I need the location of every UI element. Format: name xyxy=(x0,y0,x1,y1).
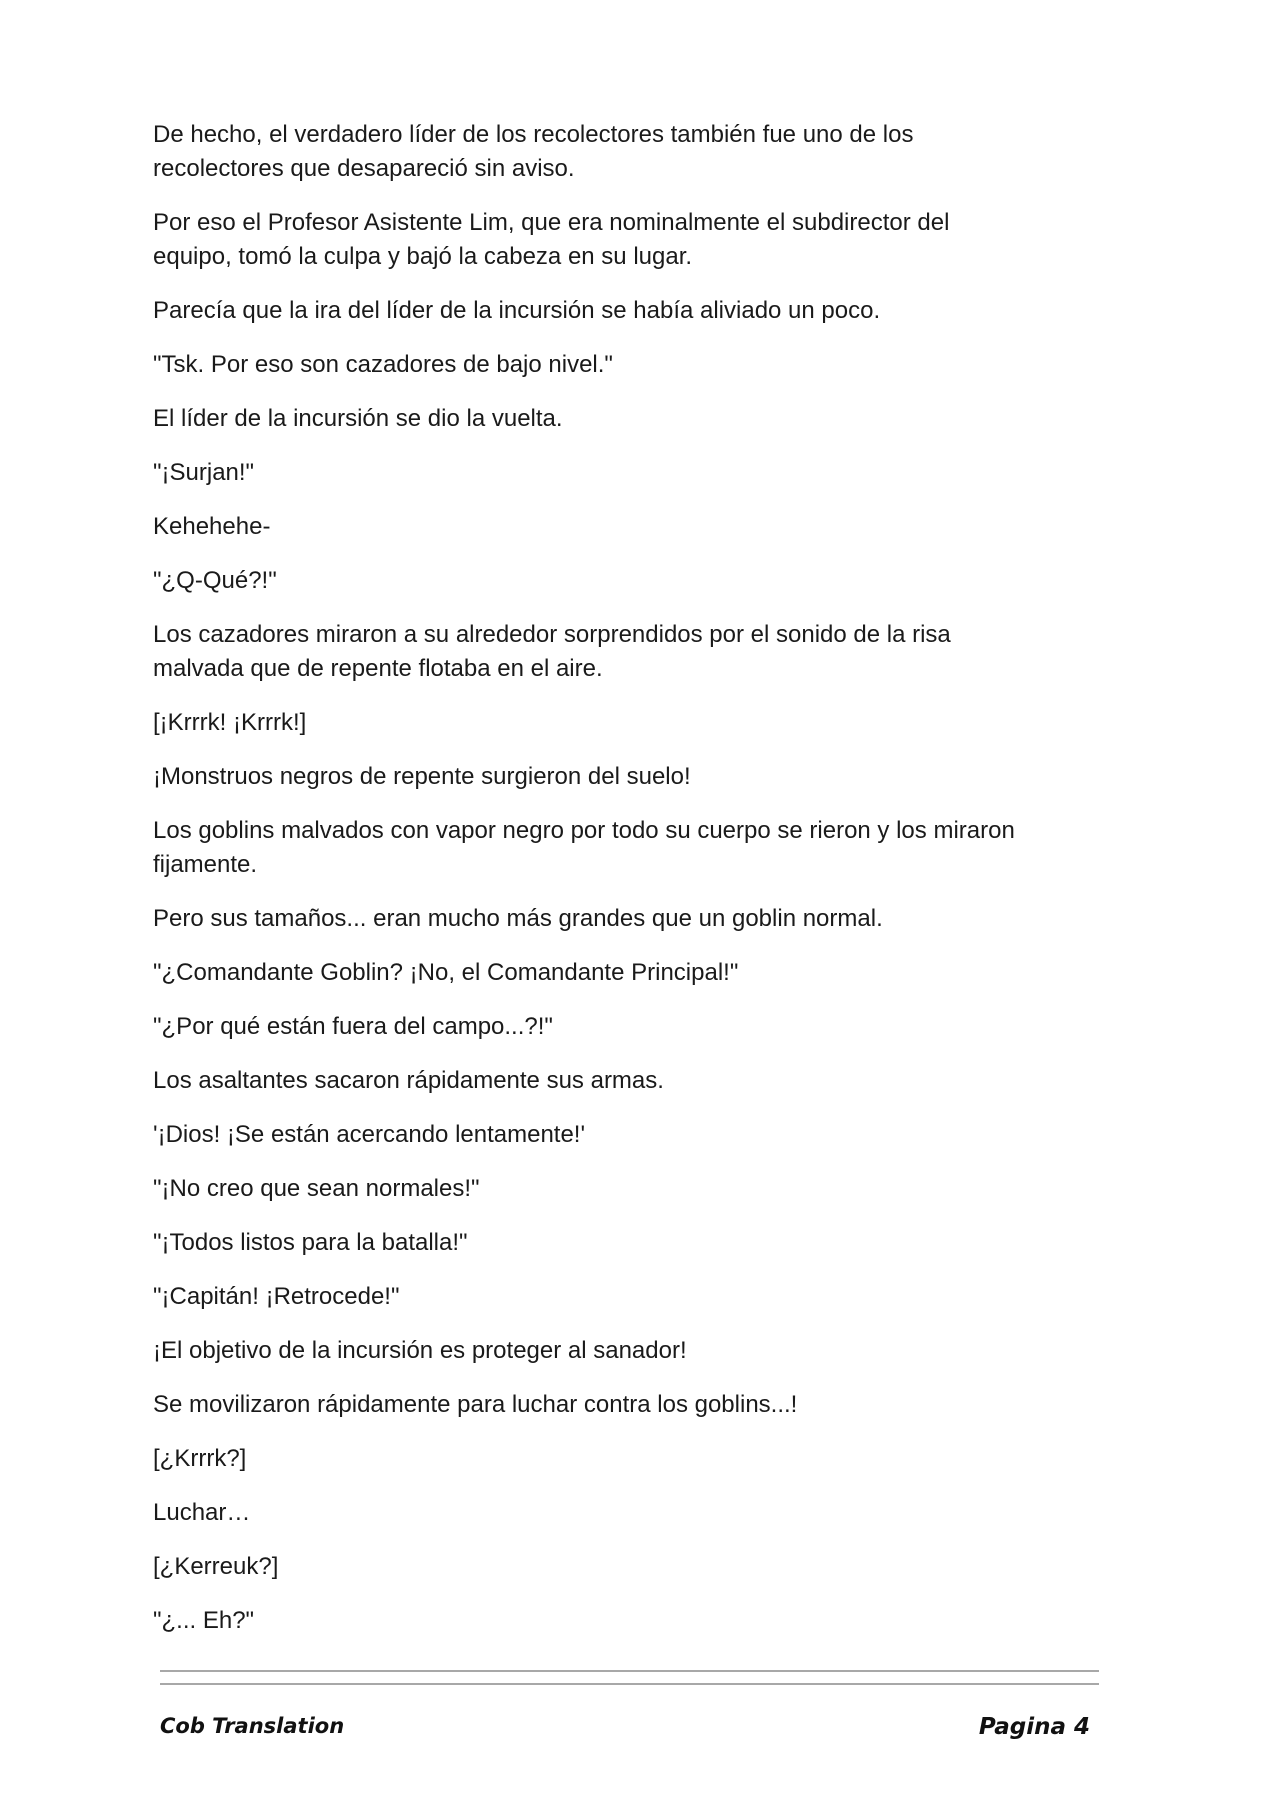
paragraph: "¡Capitán! ¡Retrocede!" xyxy=(153,1283,400,1310)
footer-rule-top xyxy=(160,1670,1099,1672)
paragraph: "¿Comandante Goblin? ¡No, el Comandante Principal!" xyxy=(153,959,739,986)
paragraph: Por eso el Profesor Asistente Lim, que era nominalmente el subdirector del equipo, tomó la culpa y bajó la cabeza en su lugar. xyxy=(153,209,950,270)
footer-rule-bottom xyxy=(160,1683,1099,1685)
paragraph: Los goblins malvados con vapor negro por todo su cuerpo se rieron y los miraron fijamente. xyxy=(153,817,1015,878)
paragraph: [¿Kerreuk?] xyxy=(153,1553,279,1580)
paragraph: Pero sus tamaños... eran mucho más grandes que un goblin normal. xyxy=(153,905,883,932)
paragraph: Los asaltantes sacaron rápidamente sus armas. xyxy=(153,1067,664,1094)
paragraph: Luchar… xyxy=(153,1499,251,1526)
paragraph: '¡Dios! ¡Se están acercando lentamente!' xyxy=(153,1121,586,1148)
paragraph: [¡Krrrk! ¡Krrrk!] xyxy=(153,709,307,736)
footer-page-number: Pagina 4 xyxy=(978,1714,1090,1740)
paragraph: Parecía que la ira del líder de la incursión se había aliviado un poco. xyxy=(153,297,881,324)
paragraph: Kehehehe- xyxy=(153,513,271,540)
paragraph: Los cazadores miraron a su alrededor sorprendidos por el sonido de la risa malvada que de repente flotaba en el aire. xyxy=(153,621,951,682)
paragraph: "¿Q-Qué?!" xyxy=(153,567,277,594)
paragraph: "¡Todos listos para la batalla!" xyxy=(153,1229,468,1256)
paragraph: El líder de la incursión se dio la vuelta. xyxy=(153,405,563,432)
paragraph: "¡No creo que sean normales!" xyxy=(153,1175,480,1202)
footer-translator-credit: Cob Translation xyxy=(160,1714,345,1738)
paragraph: Se movilizaron rápidamente para luchar contra los goblins...! xyxy=(153,1391,798,1418)
paragraph: ¡El objetivo de la incursión es proteger al sanador! xyxy=(153,1337,687,1364)
paragraph: ¡Monstruos negros de repente surgieron del suelo! xyxy=(153,763,691,790)
paragraph: "Tsk. Por eso son cazadores de bajo nivel." xyxy=(153,351,613,378)
paragraph: "¡Surjan!" xyxy=(153,459,255,486)
document-body xyxy=(153,118,1093,1658)
paragraph: [¿Krrrk?] xyxy=(153,1445,247,1472)
footer-divider xyxy=(160,1670,1099,1685)
paragraph: "¿... Eh?" xyxy=(153,1607,255,1634)
paragraph: "¿Por qué están fuera del campo...?!" xyxy=(153,1013,553,1040)
paragraph: De hecho, el verdadero líder de los recolectores también fue uno de los recolectores que desapareció sin aviso. xyxy=(153,121,914,182)
